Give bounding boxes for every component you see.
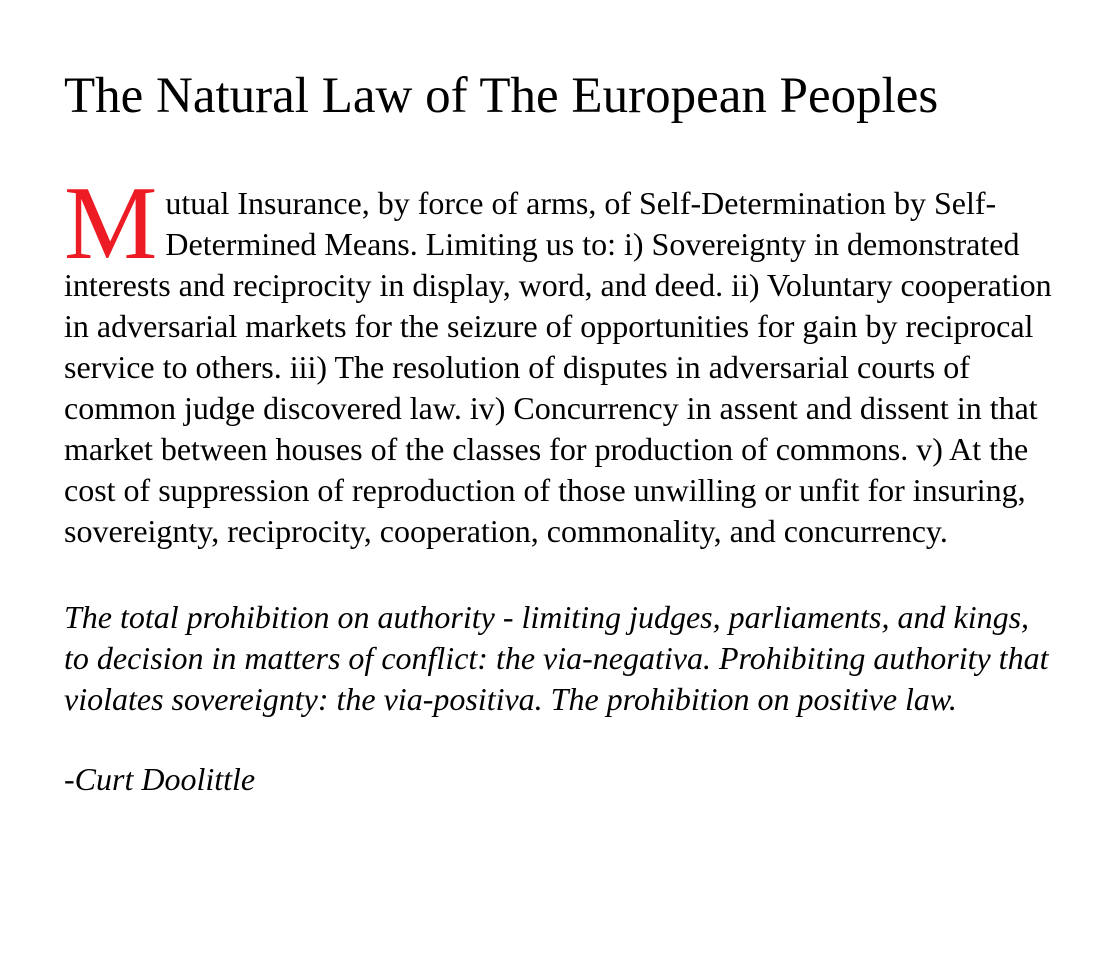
drop-cap-letter: M <box>64 164 158 282</box>
author-signature: -Curt Doolittle <box>64 761 256 798</box>
lead-paragraph <box>64 164 1056 552</box>
lead-paragraph-text: utual Insurance, by force of arms, of Self-Determination by Self-Determined Means. Limiting us to: i) Sovereignty in demonstrated interests and reciprocity in display, word, and deed. ii) Voluntary cooperation in adversarial markets for the seizure of opportunities for gain by reciprocal service to others. iii) The resolution of disputes in adversarial courts of common judge discovered law. iv) Concurrency in assent and dissent in that market between houses of the classes for production of commons. v) At the cost of suppression of reproduction of those unwilling or unfit for insuring, sovereignty, reciprocity, cooperation, commonality, and concurrency. <box>64 185 1052 550</box>
italic-paragraph: The total prohibition on authority - limiting judges, parliaments, and kings, to decision in matters of conflict: the via-negativa. Prohibiting authority that violates sovereignty: the via-positiva. The prohibition on positive law. <box>64 599 1049 718</box>
page-title: The Natural Law of The European Peoples <box>64 68 939 124</box>
